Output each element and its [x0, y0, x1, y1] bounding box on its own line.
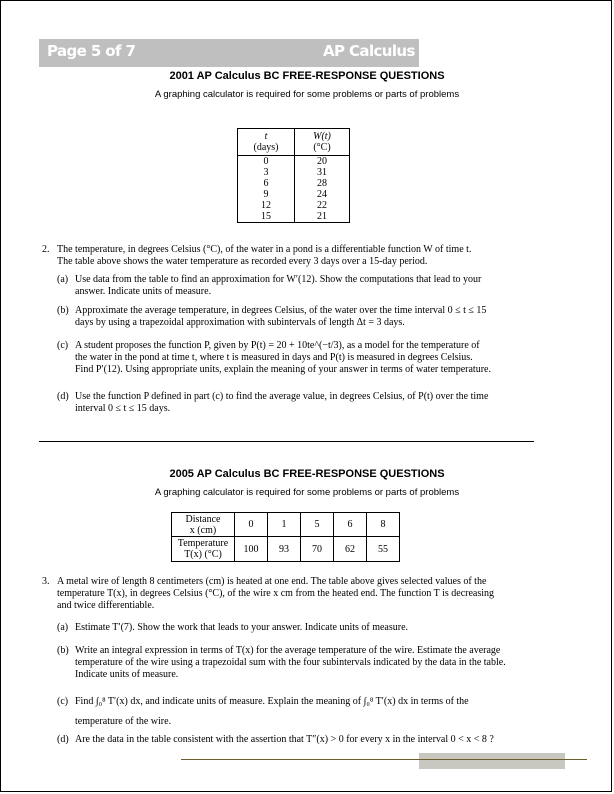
part-line: temperature of the wire.	[75, 716, 172, 727]
table-cell: 15	[238, 211, 295, 223]
table-header-t	[238, 129, 295, 156]
part-line: interval 0 ≤ t ≤ 15 days.	[75, 403, 171, 414]
part-line: answer. Indicate units of measure.	[75, 286, 212, 297]
section-divider	[39, 441, 534, 442]
row-header-line: Distance	[185, 513, 221, 525]
stem-line: The temperature, in degrees Celsius (°C), of the water in a pond is a differentiable function W of time t.	[57, 244, 472, 255]
footer-box	[419, 753, 565, 769]
question-2-number: 2.	[42, 244, 50, 255]
table-row	[238, 167, 350, 178]
footer-rule	[181, 759, 587, 760]
section1-title: 2001 AP Calculus BC FREE-RESPONSE QUESTIONS	[169, 70, 445, 82]
stem-line: The table above shows the water temperature as recorded every 3 days over a 15-day period.	[57, 256, 428, 267]
question-3c	[75, 696, 469, 728]
page-header-bar	[39, 39, 419, 67]
question-2-stem	[57, 244, 471, 268]
table-row	[238, 211, 350, 223]
wire-temperature-table	[171, 512, 400, 562]
part-label: (b)	[57, 645, 69, 656]
question-3-number: 3.	[42, 576, 50, 587]
page-indicator: Page 5 of 7	[47, 42, 136, 60]
question-3b	[75, 645, 506, 681]
table-cell: 55	[367, 537, 400, 562]
table-cell: 24	[295, 189, 350, 200]
question-2c	[75, 340, 491, 376]
table-cell: 100	[235, 537, 268, 562]
table-cell: 0	[235, 513, 268, 537]
table-cell: 31	[295, 167, 350, 178]
row-header-line: T(x) (°C)	[184, 549, 222, 560]
table-cell: 20	[295, 156, 350, 168]
stem-line: temperature T(x), in degrees Celsius (°C), of the wire x cm from the heated end. The function T is decreasing	[57, 588, 495, 599]
part-label: (a)	[57, 274, 69, 285]
part-label: (d)	[57, 734, 69, 745]
question-3a	[75, 622, 408, 634]
table-row	[238, 178, 350, 189]
part-label: (c)	[57, 340, 69, 351]
part-line: Use data from the table to find an approximation for W′(12). Show the computations that lead to your	[75, 274, 482, 285]
row-header-line: Temperature	[177, 538, 229, 549]
question-2a	[75, 274, 481, 298]
course-title: AP Calculus	[323, 42, 415, 60]
question-3d	[75, 734, 494, 746]
water-temperature-table	[237, 128, 350, 223]
part-line: Find P′(12). Using appropriate units, explain the meaning of your answer in terms of water temperature.	[75, 364, 491, 375]
part-line: Find ∫₀⁸ T′(x) dx, and indicate units of measure. Explain the meaning of ∫₀⁸ T′(x) dx in terms of the	[75, 696, 469, 707]
table-cell: 93	[268, 537, 301, 562]
part-line: Use the function P defined in part (c) to find the average value, in degrees Celsius, of P(t) over the time	[75, 391, 489, 402]
table-cell: 12	[238, 200, 295, 211]
part-line: temperature of the wire using a trapezoidal sum with the four subintervals indicated by the data in the table.	[75, 657, 506, 668]
header-w-unit: (°C)	[313, 142, 331, 153]
table-cell: 5	[301, 513, 334, 537]
table-cell: 21	[295, 211, 350, 223]
table-cell: 1	[268, 513, 301, 537]
header-t-var: t	[264, 131, 268, 142]
table-row	[172, 513, 400, 537]
part-label: (b)	[57, 305, 69, 316]
table-cell: 28	[295, 178, 350, 189]
table-cell: 6	[238, 178, 295, 189]
part-line: Estimate T′(7). Show the work that leads to your answer. Indicate units of measure.	[75, 622, 409, 633]
table-cell: 8	[367, 513, 400, 537]
table-row	[238, 189, 350, 200]
section2-subtitle: A graphing calculator is required for some problems or parts of problems	[154, 487, 460, 498]
part-line: days by using a trapezoidal approximation with subintervals of length Δt = 3 days.	[75, 317, 405, 328]
part-label: (d)	[57, 391, 69, 402]
row-header-temperature	[172, 537, 235, 562]
section1-subtitle: A graphing calculator is required for some problems or parts of problems	[154, 89, 460, 100]
row-header-line: x (cm)	[189, 524, 217, 536]
part-line: the water in the pond at time t, where t is measured in days and P(t) is measured in degrees Celsius.	[75, 352, 473, 363]
part-line: Indicate units of measure.	[75, 669, 179, 680]
part-label: (a)	[57, 622, 69, 633]
stem-line: and twice differentiable.	[57, 600, 155, 611]
table-cell: 0	[238, 156, 295, 168]
table-cell: 62	[334, 537, 367, 562]
table-cell: 22	[295, 200, 350, 211]
part-label: (c)	[57, 696, 69, 707]
part-line: Are the data in the table consistent with the assertion that T″(x) > 0 for every x in the interval 0 < x < 8 ?	[75, 734, 494, 745]
table-cell: 6	[334, 513, 367, 537]
table-cell: 70	[301, 537, 334, 562]
table-header-w	[295, 129, 350, 156]
row-header-distance	[172, 513, 235, 537]
table-row	[172, 537, 400, 562]
table-row	[238, 156, 350, 168]
question-3-stem	[57, 576, 494, 612]
table-cell: 9	[238, 189, 295, 200]
part-line: Write an integral expression in terms of T(x) for the average temperature of the wire. Estimate the average	[75, 645, 501, 656]
header-w-var: W(t)	[313, 131, 331, 142]
question-2b	[75, 305, 486, 329]
question-2d	[75, 391, 488, 415]
header-t-unit: (days)	[253, 142, 279, 153]
table-row	[238, 200, 350, 211]
part-line: A student proposes the function P, given by P(t) = 20 + 10te^(−t/3), as a model for the temperature of	[75, 340, 480, 351]
stem-line: A metal wire of length 8 centimeters (cm) is heated at one end. The table above gives selected values of the	[57, 576, 487, 587]
part-line: Approximate the average temperature, in degrees Celsius, of the water over the time interval 0 ≤ t ≤ 15	[75, 305, 487, 316]
section2-title: 2005 AP Calculus BC FREE-RESPONSE QUESTIONS	[169, 468, 445, 480]
table-cell: 3	[238, 167, 295, 178]
